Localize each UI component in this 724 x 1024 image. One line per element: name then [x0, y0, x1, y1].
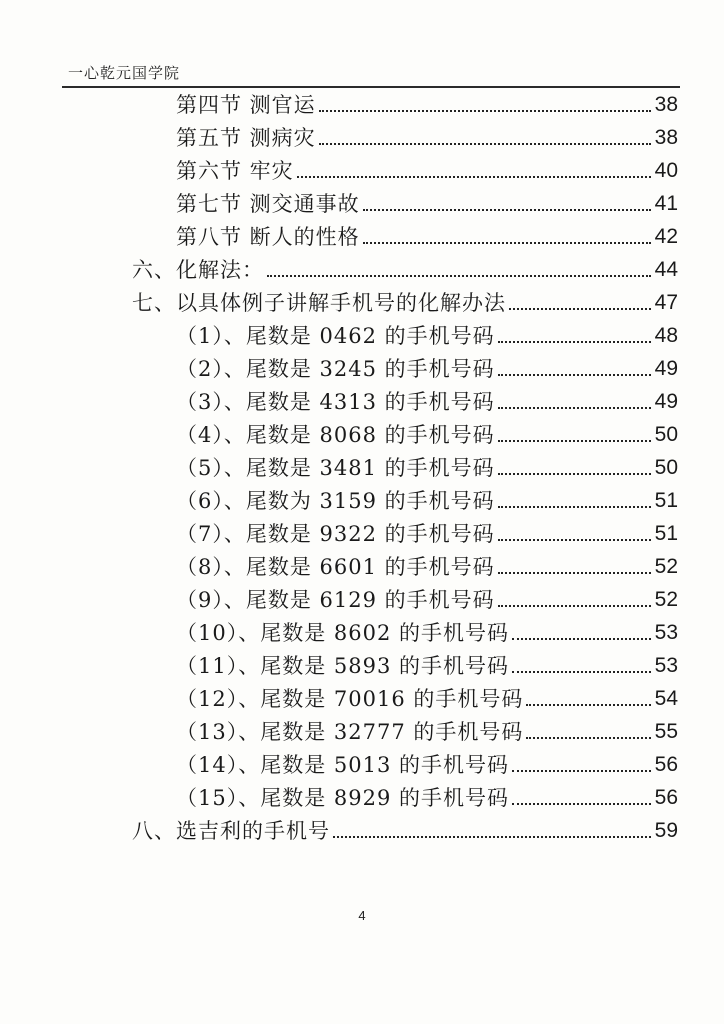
- toc-entry-label: 六、化解法：: [132, 258, 264, 282]
- toc-entry-page: 55: [654, 720, 678, 743]
- toc-leader-dots: [498, 539, 651, 541]
- toc-leader-dots: [319, 110, 651, 112]
- running-header-title: 一心乾元国学院: [68, 64, 181, 82]
- toc-entry: [176, 651, 678, 681]
- toc-entry-label: （3）、尾数是 4313 的手机号码: [176, 390, 495, 414]
- toc-leader-dots: [509, 308, 651, 310]
- toc-entry: [176, 453, 678, 483]
- toc-leader-dots: [498, 506, 651, 508]
- toc-entry-page: 38: [654, 126, 678, 149]
- toc-entry-page: 56: [654, 786, 678, 809]
- toc-entry-page: 54: [654, 687, 678, 710]
- toc-entry: [176, 783, 678, 813]
- toc-entry-page: 53: [654, 654, 678, 677]
- toc-entry: [176, 354, 678, 384]
- toc-entry-label: 七、以具体例子讲解手机号的化解办法: [132, 291, 506, 315]
- toc-leader-dots: [319, 143, 651, 145]
- toc-leader-dots: [512, 803, 651, 805]
- toc-leader-dots: [297, 176, 651, 178]
- toc-leader-dots: [363, 209, 651, 211]
- toc-entry-label: （5）、尾数是 3481 的手机号码: [176, 456, 495, 480]
- toc-entry-label: （9）、尾数是 6129 的手机号码: [176, 588, 495, 612]
- toc-entry-label: （6）、尾数为 3159 的手机号码: [176, 489, 495, 513]
- toc-entry: [176, 222, 678, 252]
- toc-entry-page: 49: [654, 390, 678, 413]
- toc-entry-page: 49: [654, 357, 678, 380]
- toc-entry-page: 48: [654, 324, 678, 347]
- toc-entry: [176, 519, 678, 549]
- toc-leader-dots: [526, 737, 650, 739]
- toc-entry-label: （11）、尾数是 5893 的手机号码: [176, 654, 510, 678]
- toc-entry: [176, 585, 678, 615]
- toc-leader-dots: [498, 440, 651, 442]
- toc-entry-label: （4）、尾数是 8068 的手机号码: [176, 423, 495, 447]
- toc-entry-page: 51: [654, 522, 678, 545]
- toc-entry-page: 42: [654, 225, 678, 248]
- toc-entry-label: 八、选吉利的手机号: [132, 819, 330, 843]
- toc-entry-label: （13）、尾数是 32777 的手机号码: [176, 720, 524, 744]
- toc-entry: [176, 618, 678, 648]
- toc-entry-label: 第八节 断人的性格: [176, 225, 360, 249]
- toc-leader-dots: [498, 374, 651, 376]
- toc-entry-page: 51: [654, 489, 678, 512]
- toc-leader-dots: [267, 275, 651, 277]
- toc-entry-label: 第四节 测官运: [176, 93, 316, 117]
- toc-entry: [176, 189, 678, 219]
- toc-entry-page: 38: [654, 93, 678, 116]
- toc-entry-page: 41: [654, 192, 678, 215]
- toc-leader-dots: [512, 671, 651, 673]
- toc-entry-page: 59: [654, 819, 678, 842]
- toc-entry-label: （12）、尾数是 70016 的手机号码: [176, 687, 524, 711]
- toc-entry: [132, 255, 678, 285]
- toc-leader-dots: [498, 572, 651, 574]
- toc-entry-page: 53: [654, 621, 678, 644]
- toc-entry-label: 第五节 测病灾: [176, 126, 316, 150]
- toc-entry-page: 52: [654, 588, 678, 611]
- toc-leader-dots: [498, 407, 651, 409]
- toc-entry: [176, 420, 678, 450]
- toc-entry-label: （8）、尾数是 6601 的手机号码: [176, 555, 495, 579]
- toc-leader-dots: [363, 242, 651, 244]
- toc-entry-label: （14）、尾数是 5013 的手机号码: [176, 753, 510, 777]
- toc-leader-dots: [512, 770, 651, 772]
- toc-entry-label: 第六节 牢灾: [176, 159, 294, 183]
- toc-entry-label: （15）、尾数是 8929 的手机号码: [176, 786, 510, 810]
- toc-entry-page: 40: [654, 159, 678, 182]
- header-divider: [62, 86, 680, 88]
- toc-entry: [176, 486, 678, 516]
- toc-entry-label: （10）、尾数是 8602 的手机号码: [176, 621, 510, 645]
- toc-leader-dots: [498, 473, 651, 475]
- toc-entry-page: 44: [654, 258, 678, 281]
- toc-entry: [176, 321, 678, 351]
- toc-entry: [132, 816, 678, 846]
- toc-leader-dots: [498, 341, 651, 343]
- toc-entry: [176, 90, 678, 120]
- toc-entry-page: 50: [654, 456, 678, 479]
- toc-entry: [176, 156, 678, 186]
- page-number: 4: [358, 908, 366, 923]
- toc-entry: [176, 750, 678, 780]
- toc-entry-label: 第七节 测交通事故: [176, 192, 360, 216]
- toc-entry-page: 52: [654, 555, 678, 578]
- toc-entry-page: 50: [654, 423, 678, 446]
- toc-entry-label: （1）、尾数是 0462 的手机号码: [176, 324, 495, 348]
- toc-entry: [132, 288, 678, 318]
- toc-entry-label: （7）、尾数是 9322 的手机号码: [176, 522, 495, 546]
- toc-entry: [176, 684, 678, 714]
- toc-leader-dots: [526, 704, 650, 706]
- toc-entry-label: （2）、尾数是 3245 的手机号码: [176, 357, 495, 381]
- toc-entry: [176, 552, 678, 582]
- toc-entry: [176, 123, 678, 153]
- toc-leader-dots: [498, 605, 651, 607]
- toc-entry-page: 47: [654, 291, 678, 314]
- toc-entry: [176, 717, 678, 747]
- toc-entry: [176, 387, 678, 417]
- toc-leader-dots: [512, 638, 651, 640]
- toc-leader-dots: [333, 836, 651, 838]
- toc-entry-page: 56: [654, 753, 678, 776]
